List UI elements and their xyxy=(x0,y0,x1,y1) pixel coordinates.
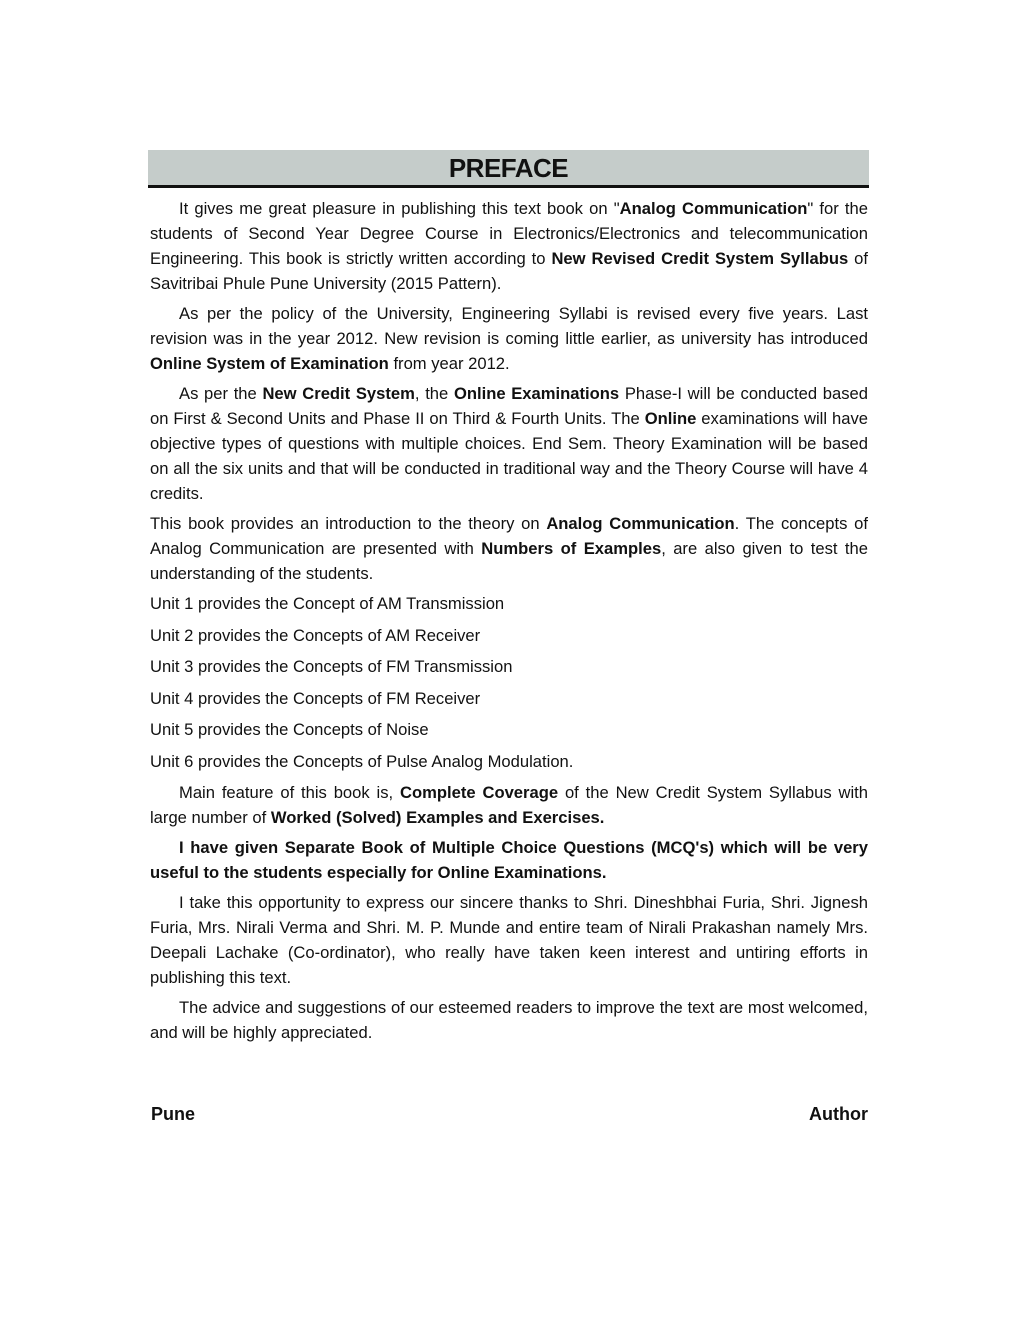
text: Phase-I will be conducted based on First & Second Units and Phase II on Third & Fourth Units. The xyxy=(150,384,868,428)
text: of Savitribai Phule Pune University (2015 Pattern). xyxy=(150,249,869,293)
bold-text: Analog Communication xyxy=(546,514,735,533)
text: examinations will have objective types of questions with multiple choices. End Sem. Theory Examination will be based on all the six units and that will be conducted in traditional way and the Theory Course will have 4 credits. xyxy=(150,409,868,503)
text: . The concepts of Analog Communication are presented with xyxy=(150,514,868,558)
unit-list-item xyxy=(150,686,868,711)
text: As per the policy of the University, Engineering Syllabi is revised every five years. Last revision was in the year 2012. New revision is coming little earlier, as university has introduced xyxy=(150,304,868,348)
paragraph xyxy=(150,890,868,990)
text: of the New Credit System Syllabus with large number of xyxy=(150,783,868,827)
page-title: PREFACE xyxy=(448,153,569,183)
unit-list-item xyxy=(150,623,868,648)
bold-text: Worked (Solved) Examples and Exercises. xyxy=(270,808,605,827)
text: Unit 4 provides the Concepts of FM Receiver xyxy=(150,688,481,708)
text: The advice and suggestions of our esteemed readers to improve the text are most welcomed, and will be highly appreciated. xyxy=(150,998,868,1042)
text: Unit 3 provides the Concepts of FM Transmission xyxy=(150,657,513,676)
text: " for the students of Second Year Degree Course in Electronics/Electronics and telecommunication Engineering. This book is strictly written according to xyxy=(150,199,869,268)
text: I take this opportunity to express our sincere thanks to Shri. Dineshbhai Furia, Shri. Jignesh Furia, Mrs. Nirali Verma and Shri. M. P. Munde and entire team of Nirali Prakashan namely Mrs. Deepali Lachake (Co-ordinator), who really have taken keen interest and untiring efforts in publishing this text. xyxy=(150,893,868,987)
text: Main feature of this book is, xyxy=(179,783,400,802)
paragraph xyxy=(150,995,868,1045)
bold-text: New Credit System xyxy=(262,384,415,403)
unit-list-item xyxy=(150,654,868,679)
paragraph xyxy=(150,381,868,506)
text: , are also given to test the understanding of the students. xyxy=(150,539,868,583)
text: Unit 2 provides the Concepts of AM Receiver xyxy=(150,625,481,645)
unit-list-item xyxy=(150,591,868,616)
unit-list-item xyxy=(150,749,868,774)
preface-body xyxy=(150,196,868,1050)
text: Unit 6 provides the Concepts of Pulse Analog Modulation. xyxy=(150,751,574,771)
bold-text: New Revised Credit System Syllabus xyxy=(551,249,849,268)
bold-text: Analog Communication xyxy=(619,199,808,218)
text: from year 2012. xyxy=(388,354,510,373)
bold-text: I have given Separate Book of Multiple Choice Questions (MCQ's) which will be very useful to the students especially for Online Examinations. xyxy=(150,838,868,882)
bold-text: Complete Coverage xyxy=(400,783,559,802)
paragraph xyxy=(150,780,868,830)
bold-text: Online Examinations xyxy=(453,384,620,403)
unit-list-item xyxy=(150,717,868,742)
bold-text: Numbers of Examples xyxy=(481,539,662,558)
text: Unit 1 provides the Concept of AM Transmission xyxy=(150,594,505,613)
paragraph xyxy=(150,511,868,586)
text: It gives me great pleasure in publishing this text book on " xyxy=(179,199,620,218)
signature-author: Author xyxy=(809,1104,868,1124)
paragraph xyxy=(150,196,868,296)
signature-place: Pune xyxy=(151,1104,196,1124)
paragraph xyxy=(150,835,868,885)
bold-text: Online xyxy=(644,409,697,428)
text: Unit 5 provides the Concepts of Noise xyxy=(150,720,429,739)
preface-heading-bar xyxy=(148,150,869,188)
paragraph xyxy=(150,301,868,376)
text: This book provides an introduction to the theory on xyxy=(150,514,547,533)
text: , the xyxy=(414,384,454,403)
bold-text: Online System of Examination xyxy=(150,354,389,373)
text: As per the xyxy=(179,384,263,403)
